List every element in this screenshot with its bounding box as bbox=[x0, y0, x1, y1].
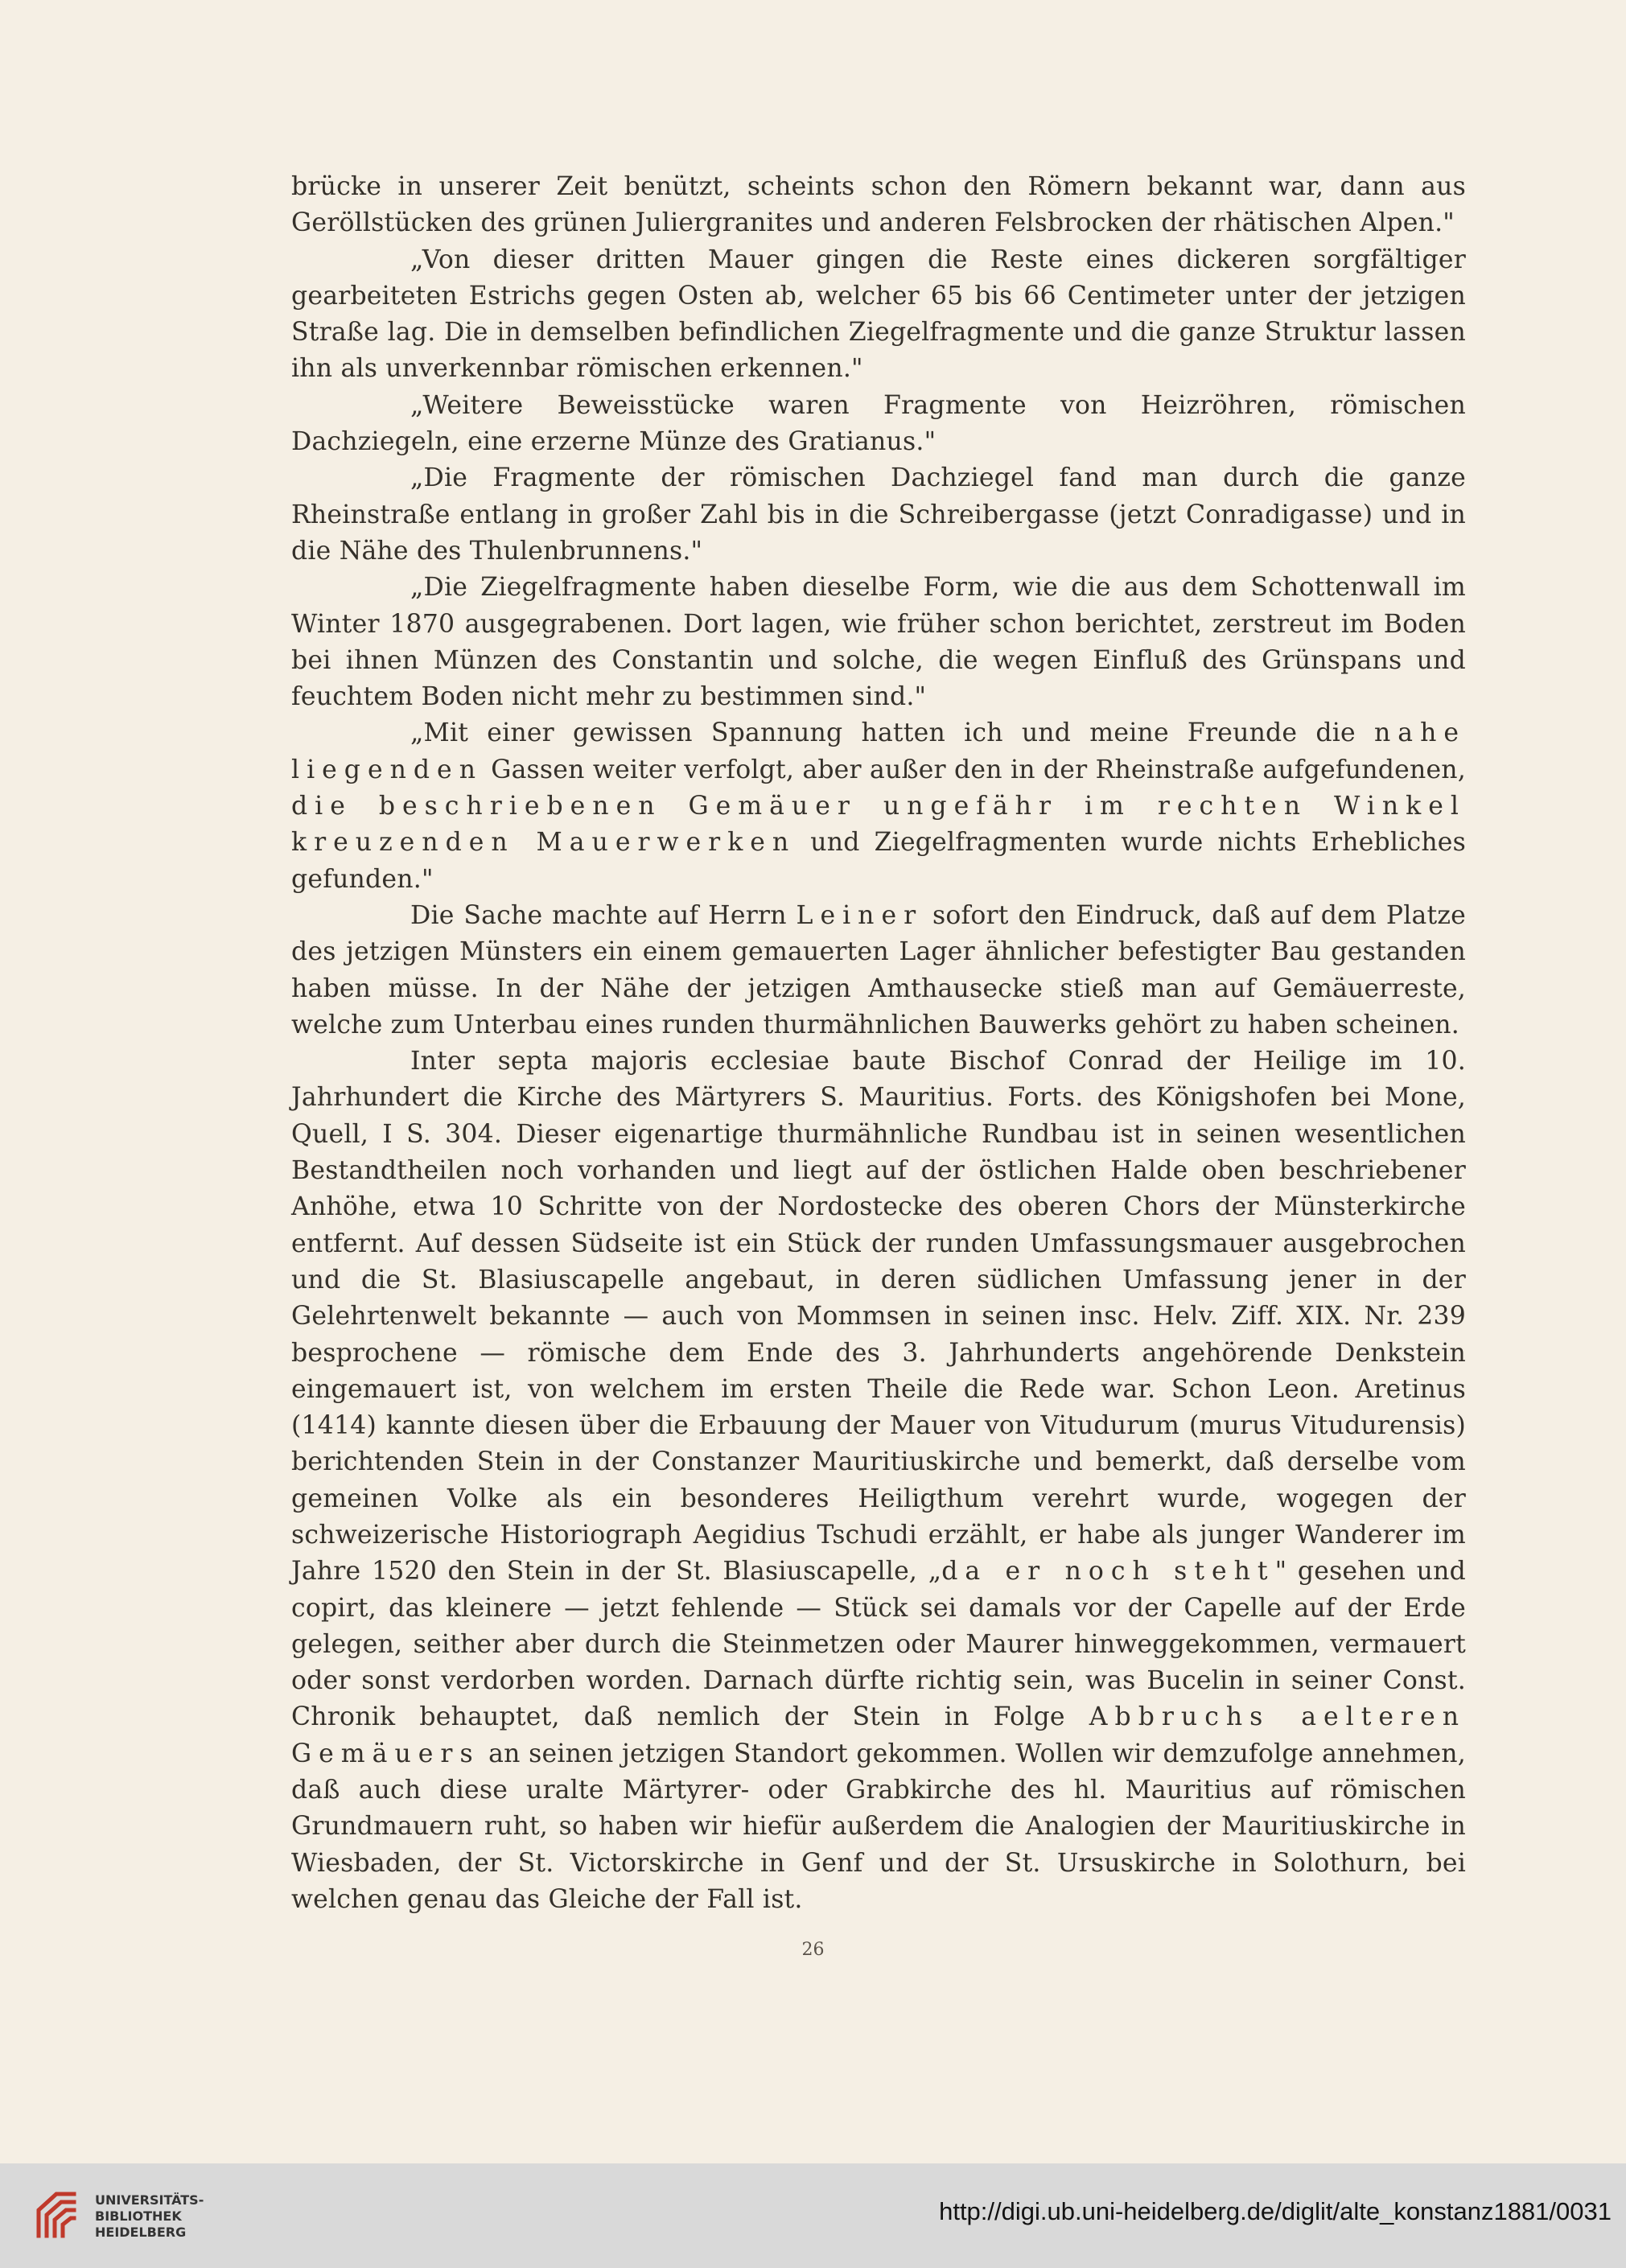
library-footer bbox=[0, 2163, 1626, 2268]
paragraph bbox=[291, 242, 1466, 388]
library-name bbox=[95, 2192, 204, 2241]
paragraph-text: „Von dieser dritten Mauer gingen die Reste eines dickeren sorgfältiger gearbeiteten Estrichs gegen Osten ab, welcher 65 bis 66 Centimeter unter der jetzigen Straße lag. Die in demselben befindlichen Ziegelfragmente und die ganze Struktur lassen ihn als unverkennbar römischen erkennen." bbox=[291, 245, 1466, 384]
paragraph-text: Inter septa majoris ecclesiae baute Bischof Conrad der Heilige im 10. Jahrhundert die Kirche des Märtyrers S. Mauritius. Forts. des Königshofen bei Mone, Quell, I S. 304. Dieser eigenartige thurmähnliche Rundbau ist in seinen wesentlichen Bestandtheilen noch vorhanden und liegt auf der östlichen Halde oben beschriebener Anhöhe, etwa 10 Schritte von der Nordostecke des oberen Chors der Münsterkirche entfernt. Auf dessen Südseite ist ein Stück der runden Umfassungsmauer ausgebrochen und die St. Blasiuscapelle angebaut, in deren südlichen Umfassung jener in der Gelehrtenwelt bekannte — auch von Mommsen in seinen insc. Helv. Ziff. XIX. Nr. 239 besprochene — römische dem Ende des 3. Jahrhunderts angehörende Denkstein eingemauert ist, von welchem im ersten Theile die Rede war. Schon Leon. Aretinus (1414) kannte diesen über die Erbauung der Mauer von Vitudurum (murus Vitudurensis) berichtenden Stein in der Constanzer Mauritiuskirche und bemerkt, daß derselbe vom gemeinen Volke als ein besonderes Heiligthum verehrt wurde, wogegen der schweizerische Historiograph Aegidius Tschudi erzählt, er habe als junger Wanderer im Jahre 1520 den Stein in der St. Blasiuscapelle, „ bbox=[291, 1047, 1466, 1587]
spaced-emphasis-text: die beschriebenen Gemäuer ungefähr im rechten Winkel kreuzenden Mauerwerken bbox=[291, 792, 1466, 858]
paragraph bbox=[291, 169, 1466, 242]
paragraph-text: brücke in unserer Zeit benützt, scheints schon den Römern bekannt war, dann aus Geröllstücken des grünen Juliergranites und anderen Felsbrocken der rhätischen Alpen." bbox=[291, 172, 1466, 238]
paragraph bbox=[291, 388, 1466, 461]
paragraph-text: sofort den Eindruck, daß auf dem Platze des jetzigen Münsters ein einem gemauerten Lager ähnlicher befestigter Bau gestanden haben müsse. In der Nähe der jetzigen Amthausecke stieß man auf Gemäuerreste, welche zum Unterbau eines runden thurmähnlichen Bauwerks gehört zu haben scheinen. bbox=[291, 900, 1466, 1039]
university-library-logo-icon[interactable] bbox=[32, 2188, 89, 2244]
paragraph bbox=[291, 460, 1466, 570]
paragraph bbox=[291, 1043, 1466, 1918]
paragraph-text: Gassen weiter verfolgt, aber außer den in der Rheinstraße aufgefundenen, bbox=[482, 755, 1466, 784]
paragraph-text: " gesehen und copirt, das kleinere — jetzt fehlende — Stück sei damals vor der Capelle auf der Erde gelegen, seither aber durch die Steinmetzen oder Maurer hinweggekommen, vermauert oder sonst verdorben worden. Darnach dürfte richtig sein, was Bucelin in seiner Const. Chronik behauptet, daß nemlich der Stein in Folge bbox=[291, 1557, 1467, 1732]
permalink-url[interactable]: http://digi.ub.uni-heidelberg.de/diglit/alte_konstanz1881/0031 bbox=[939, 2197, 1612, 2225]
spaced-emphasis-text: Abbruchs aelteren Gemäuers bbox=[291, 1702, 1466, 1768]
library-name-line2: BIBLIOTHEK bbox=[95, 2208, 182, 2224]
paragraph bbox=[291, 715, 1466, 897]
paragraph bbox=[291, 898, 1466, 1043]
paragraph-text: an seinen jetzigen Standort gekommen. Wollen wir demzufolge annehmen, daß auch diese uralte Märtyrer- oder Grabkirche des hl. Mauritius auf römischen Grundmauern ruht, so haben wir hiefür außerdem die Analogien der Mauritiuskirche in Wiesbaden, der St. Victorskirche in Genf und der St. Ursuskirche in Solothurn, bei welchen genau das Gleiche der Fall ist. bbox=[291, 1739, 1466, 1914]
spaced-emphasis-text: Leiner bbox=[796, 900, 924, 930]
body-text bbox=[291, 169, 1466, 1918]
paragraph-text: und Ziegelfragmenten wurde nichts Erhebliches gefunden." bbox=[291, 828, 1467, 894]
paragraph-text: Die Sache machte auf Herrn bbox=[410, 900, 797, 930]
paragraph-text: „Die Ziegelfragmente haben dieselbe Form, wie die aus dem Schottenwall im Winter 1870 ausgegrabenen. Dort lagen, wie früher schon berichtet, zerstreut im Boden bei ihnen Münzen des Constantin und solche, die wegen Einfluß des Grünspans und feuchtem Boden nicht mehr zu bestimmen sind." bbox=[291, 573, 1466, 712]
spaced-emphasis-text: nahe liegenden bbox=[291, 718, 1466, 784]
paragraph-text: „Die Fragmente der römischen Dachziegel fand man durch die ganze Rheinstraße entlang in großer Zahl bis in die Schreibergasse (jetzt Conradigasse) und in die Nähe des Thulenbrunnens." bbox=[291, 463, 1466, 566]
library-name-line3: HEIDELBERG bbox=[95, 2225, 187, 2240]
spaced-emphasis-text: da er noch steht bbox=[941, 1557, 1275, 1587]
paragraph-text: „Weitere Beweisstücke waren Fragmente von Heizröhren, römischen Dachziegeln, eine erzerne Münze des Gratianus." bbox=[291, 390, 1466, 457]
library-name-line1: UNIVERSITÄTS- bbox=[95, 2192, 204, 2208]
page-number: 26 bbox=[801, 1940, 825, 1960]
paragraph bbox=[291, 570, 1466, 715]
paragraph-text: „Mit einer gewissen Spannung hatten ich und meine Freunde die bbox=[410, 718, 1374, 748]
